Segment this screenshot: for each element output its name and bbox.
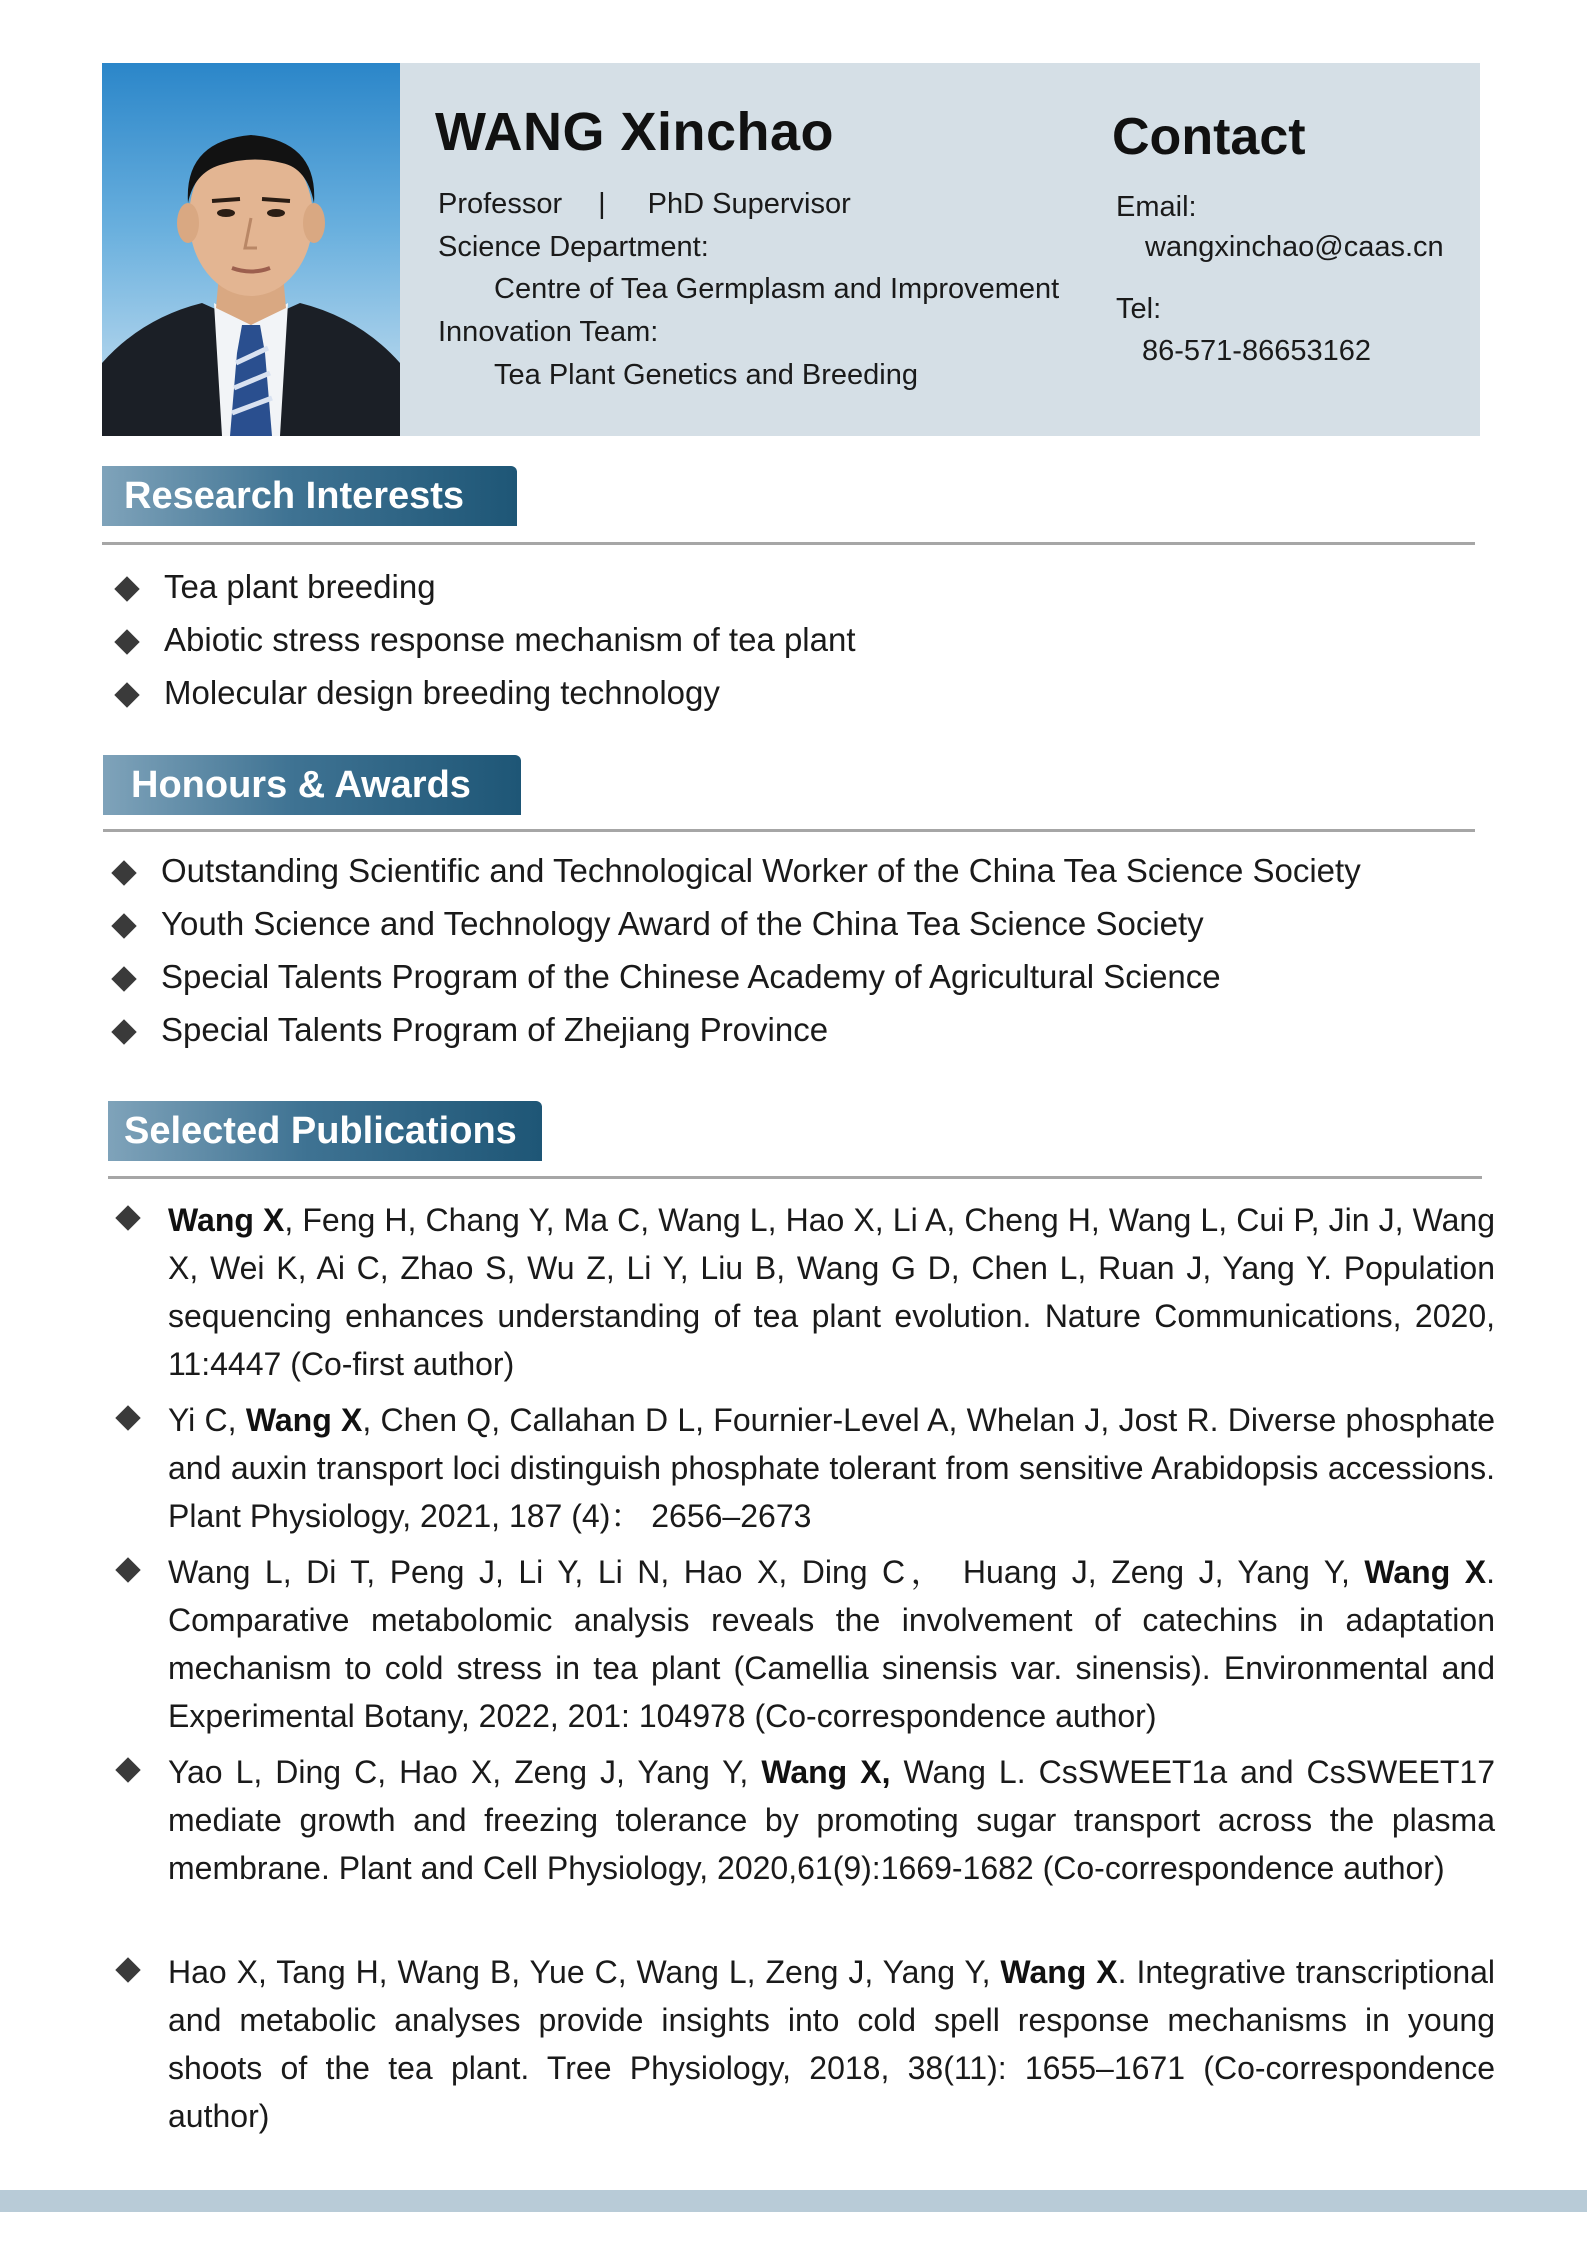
publication-text: Hao X, Tang H, Wang B, Yue C, Wang L, Zeng J, Yang Y, Wang X. Integrative transcriptional and metabolic analyses provide insights into cold spell response mechanisms in young shoots of the tea plant. Tree Physiology, 2018, 38(11): 1655–1671 (Co-correspondence author) bbox=[168, 1954, 1496, 2134]
tel-value: 86-571-86653162 bbox=[1142, 335, 1371, 367]
diamond-bullet-icon bbox=[114, 576, 139, 601]
diamond-bullet-icon bbox=[115, 1757, 140, 1782]
footer-bar bbox=[0, 2190, 1587, 2212]
diamond-bullet-icon bbox=[111, 860, 136, 885]
email-label: Email: bbox=[1116, 191, 1197, 223]
selected-publications-heading: Selected Publications bbox=[108, 1101, 542, 1161]
publication-text: Wang L, Di T, Peng J, Li Y, Li N, Hao X, Ding C， Huang J, Zeng J, Yang Y, Wang X. Comparative metabolomic analysis reveals the involvement of catechins in adaptation mechanism to cold stress in tea plant (Camellia sinensis var. sinensis). Environmental and Experimental Botany, 2022, 201: 104978 (Co-correspondence author) bbox=[168, 1554, 1495, 1734]
tel-label: Tel: bbox=[1116, 293, 1162, 325]
diamond-bullet-icon bbox=[115, 1957, 140, 1982]
portrait-illustration bbox=[102, 63, 400, 436]
email-link[interactable]: wangxinchao@caas.cn bbox=[1145, 231, 1444, 263]
team-label: Innovation Team: bbox=[438, 316, 659, 348]
publication-text: Yi C, Wang X, Chen Q, Callahan D L, Fournier-Level A, Whelan J, Jost R. Diverse phosphate and auxin transport loci distinguish phosphate tolerant from sensitive Arabidopsis accessions. Plant Physiology, 2021, 187 (4)： 2656–2673 bbox=[168, 1402, 1496, 1534]
publication-text: Wang X, Feng H, Chang Y, Ma C, Wang L, Hao X, Li A, Cheng H, Wang L, Cui P, Jin J, Wang X, Wei K, Ai C, Zhao S, Wu Z, Li Y, Liu B, Wang G D, Chen L, Ruan J, Yang Y. Population sequencing enhances understanding of tea plant evolution. Nature Communications, 2020, 11:4447 (Co-first author) bbox=[168, 1202, 1496, 1382]
diamond-bullet-icon bbox=[115, 1205, 140, 1230]
diamond-bullet-icon bbox=[115, 1557, 140, 1582]
honours-awards-heading: Honours & Awards bbox=[103, 755, 521, 815]
diamond-bullet-icon bbox=[111, 913, 136, 938]
honours-divider bbox=[103, 829, 1475, 832]
diamond-bullet-icon bbox=[115, 1405, 140, 1430]
person-name: WANG Xinchao bbox=[435, 102, 835, 162]
profile-photo bbox=[102, 63, 400, 436]
research-divider bbox=[102, 542, 1475, 545]
diamond-bullet-icon bbox=[114, 682, 139, 707]
diamond-bullet-icon bbox=[111, 1019, 136, 1044]
department-label: Science Department: bbox=[438, 231, 709, 263]
contact-title: Contact bbox=[1112, 108, 1306, 166]
diamond-bullet-icon bbox=[114, 629, 139, 654]
profile-header bbox=[102, 63, 1480, 436]
department-value: Centre of Tea Germplasm and Improvement bbox=[494, 273, 1060, 305]
position-line bbox=[438, 188, 851, 221]
publication-text: Yao L, Ding C, Hao X, Zeng J, Yang Y, Wang X, Wang L. CsSWEET1a and CsSWEET17 mediate growth and freezing tolerance by promoting sugar transport across the plasma membrane. Plant and Cell Physiology, 2020,61(9):1669-1682 (Co-correspondence author) bbox=[168, 1754, 1496, 1886]
position-role: PhD Supervisor bbox=[647, 188, 851, 220]
position-separator: | bbox=[598, 188, 606, 220]
diamond-bullet-icon bbox=[111, 966, 136, 991]
research-interests-heading: Research Interests bbox=[102, 466, 517, 526]
publications-divider bbox=[108, 1176, 1482, 1179]
team-value: Tea Plant Genetics and Breeding bbox=[494, 359, 918, 391]
position-title: Professor bbox=[438, 188, 563, 220]
